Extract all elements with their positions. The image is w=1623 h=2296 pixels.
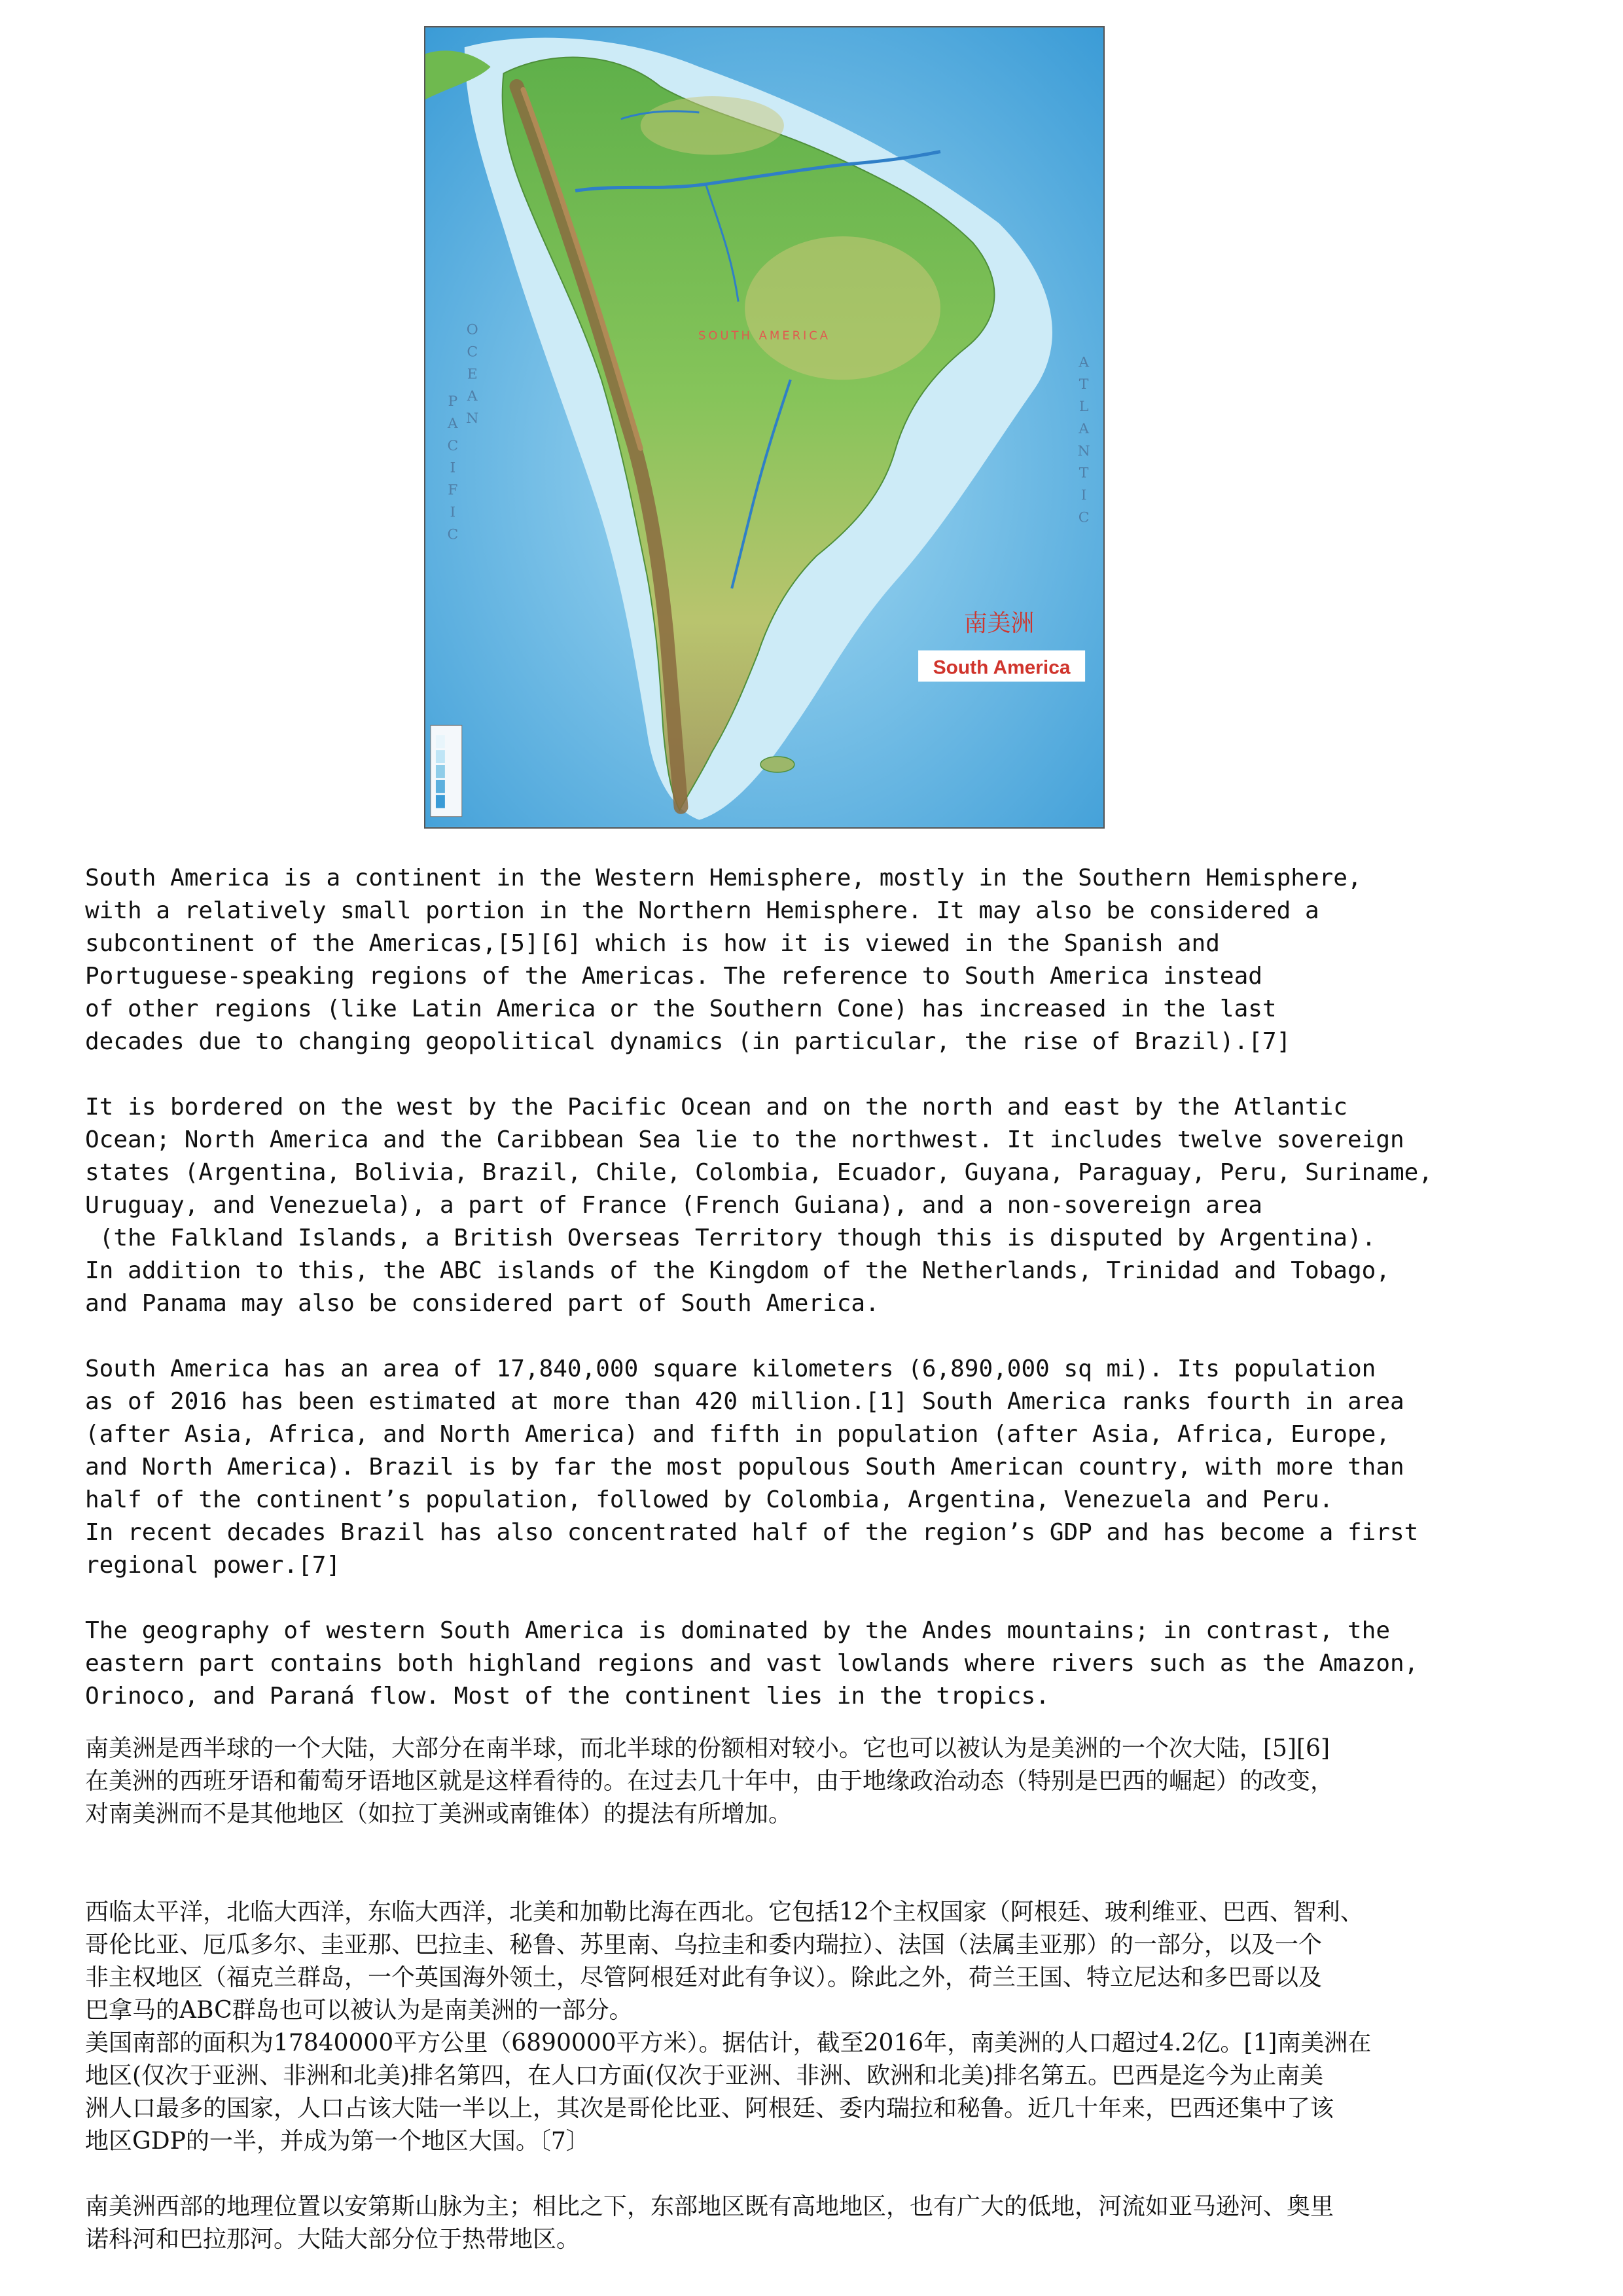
- ocean-letter: P: [448, 393, 458, 410]
- paragraph-en-geography: The geography of western South America is dominated by the Andes mountains; in contrast, the eastern part contains both highland regions and vast lowlands where rivers such as the Amazon, Orinoco, and Paraná flow. Most of the continent lies in the tropics.: [85, 1617, 1419, 1710]
- guiana-highlands: [641, 96, 784, 155]
- ocean-letter: C: [447, 437, 459, 454]
- ocean-word-label: [466, 322, 478, 427]
- ocean-letter: C: [467, 344, 478, 361]
- paragraph-en-borders: It is bordered on the west by the Pacific Ocean and on the north and east by the Atlantic Ocean; North America and the Caribbean Sea lie to the northwest. It includes twelve sovereign states (Argentina, Bolivia, Brazil, Chile, Colombia, Ecuador, Guyana, Paraguay, Peru, Suriname, Uruguay, and Venezuela), a part of France (French Guiana), and a non-sovereign area (the Falkland Islands, a British Overseas Territory though this is disputed by Argentina). In addition to this, the ABC islands of the Kingdom of the Netherlands, Trinidad and Tobago, and Panama may also be considered part of South America.: [85, 1094, 1433, 1317]
- paragraph-zh-borders: 西临太平洋，北临大西洋，东临大西洋，北美和加勒比海在西北。它包括12个主权国家（阿根廷、玻利维亚、巴西、智利、 哥伦比亚、厄瓜多尔、圭亚那、巴拉圭、秘鲁、苏里南、乌拉圭和委内瑞拉）、法国（法属圭亚那）的一部分，以及一个 非主权地区（福克兰群岛，一个英国海外领土，尽管阿根廷对此有争议）。除此之外，荷兰王国、特立尼达和多巴哥以及 巴拿马的ABC群岛也可以被认为是南美洲的一部分。: [85, 1899, 1364, 2024]
- south-america-map: [424, 26, 1105, 829]
- legend-swatch: [436, 780, 445, 793]
- legend-swatch: [436, 750, 445, 763]
- paragraph-zh-geography: 南美洲西部的地理位置以安第斯山脉为主；相比之下，东部地区既有高地地区，也有广大的低地，河流如亚马逊河、奥里 诺科河和巴拉那河。大陆大部分位于热带地区。: [85, 2193, 1334, 2253]
- ocean-letter: C: [1078, 509, 1090, 526]
- elevation-legend: [431, 725, 462, 816]
- ocean-letter: I: [450, 459, 456, 476]
- paragraph-zh-intro: 南美洲是西半球的一个大陆，大部分在南半球，而北半球的份额相对较小。它也可以被认为是美洲的一个次大陆，[5][6] 在美洲的西班牙语和葡萄牙语地区就是这样看待的。在过去几十年中，由于地缘政治动态（特别是巴西的崛起）的改变， 对南美洲而不是其他地区（如拉丁美洲或南锥体）的提法有所增加。: [85, 1735, 1334, 1827]
- ocean-letter: T: [1079, 465, 1089, 482]
- south-america-relief-map-icon: [425, 27, 1103, 827]
- ocean-letter: E: [467, 366, 478, 383]
- legend-swatch: [436, 735, 445, 748]
- ocean-letter: I: [1080, 487, 1087, 504]
- ocean-letter: C: [447, 526, 459, 543]
- falkland-islands: [760, 757, 794, 772]
- paragraph-zh-area-population: 美国南部的面积为17840000平方公里（6890000平方米）。据估计，截至2016年，南美洲的人口超过4.2亿。[1]南美洲在 地区(仅次于亚洲、非洲和北美)排名第四，在人口方面(仅次于亚洲、非洲、欧洲和北美)排名第五。巴西是迄今为止南美 洲人口最多的国家，人口占该大陆一半以上，其次是哥伦比亚、阿根廷、委内瑞拉和秘鲁。近几十年来，巴西还集中了该 地区GDP的一半，并成为第一个地区大国。〔7〕: [85, 2030, 1372, 2155]
- ocean-letter: A: [1079, 354, 1090, 371]
- ocean-letter: N: [1077, 442, 1090, 459]
- ocean-letter: O: [466, 321, 478, 338]
- legend-swatch: [436, 795, 445, 808]
- legend-swatch: [436, 765, 445, 778]
- ocean-letter: A: [1079, 420, 1090, 437]
- brazilian-highlands: [745, 236, 940, 380]
- ocean-letter: T: [1079, 376, 1089, 393]
- ocean-letter: N: [466, 410, 479, 427]
- continent-name-label: SOUTH AMERICA: [698, 329, 831, 343]
- paragraph-en-area-population: South America has an area of 17,840,000 square kilometers (6,890,000 sq mi). Its population as of 2016 has been estimated at more than 420 million.[1] South America ranks fourth in area (after Asia, Africa, and North America) and fifth in population (after Asia, Africa, Europe, and North America). Brazil is by far the most populous South American country, with more than half of the continent’s population, followed by Colombia, Argentina, Venezuela and Peru. In recent decades Brazil has also concentrated half of the region’s GDP and has become a first regional power.[7]: [85, 1355, 1419, 1579]
- ocean-letter: I: [450, 504, 456, 521]
- ocean-letter: F: [448, 482, 458, 499]
- map-label-zh: 南美洲: [963, 609, 1035, 637]
- paragraph-en-intro: South America is a continent in the Western Hemisphere, mostly in the Southern Hemisphere, with a relatively small portion in the Northern Hemisphere. It may also be considered a subcontinent of the Americas,[5][6] which is how it is viewed in the Spanish and Portuguese-speaking regions of the Americas. The reference to South America instead of other regions (like Latin America or the Southern Cone) has increased in the last decades due to changing geopolitical dynamics (in particular, the rise of Brazil).[7]: [85, 865, 1362, 1055]
- ocean-letter: L: [1079, 399, 1089, 416]
- map-label-en: South America: [933, 656, 1071, 679]
- ocean-letter: A: [467, 388, 478, 405]
- ocean-letter: A: [447, 415, 458, 432]
